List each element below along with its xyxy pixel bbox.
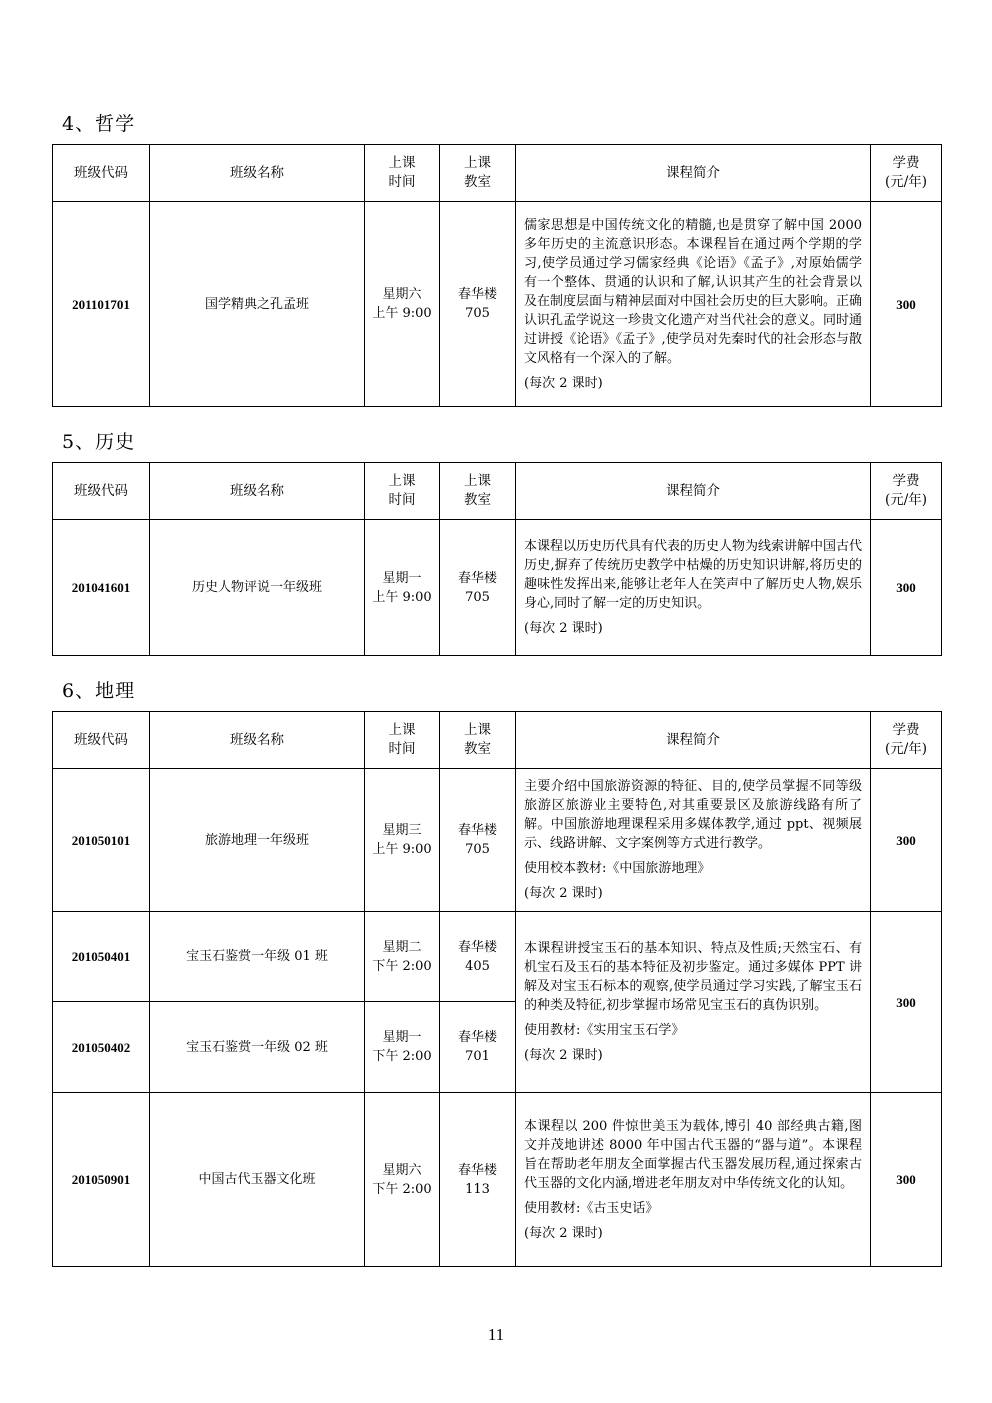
table-row [53, 912, 942, 1002]
class-name: 旅游地理一年级班 [150, 769, 365, 912]
class-name: 历史人物评说一年级班 [150, 520, 365, 656]
course-description: 主要介绍中国旅游资源的特征、目的,使学员掌握不同等级旅游区旅游业主要特色,对其重要景区及旅游线路有所了解。中国旅游地理课程采用多媒体教学,通过 ppt、视频展示、线路讲解、文字案例等方式进行教学。 使用校本教材:《中国旅游地理》 (每次 2 课时) [516, 769, 871, 912]
class-code: 201050401 [53, 912, 150, 1002]
course-description: 本课程讲授宝玉石的基本知识、特点及性质;天然宝石、有机宝石及玉石的基本特征及初步鉴定。通过多媒体 PPT 讲解及对宝玉石标本的观察,使学员通过学习实践,了解宝玉石的种类及特征,初步掌握市场常见宝玉石的真伪识别。 使用教材:《实用宝玉石学》 (每次 2 课时) [516, 912, 871, 1093]
class-code: 201041601 [53, 520, 150, 656]
tuition-fee: 300 [871, 202, 942, 407]
class-time: 星期一 下午 2:00 [365, 1002, 440, 1093]
header-course-description: 课程简介 [516, 463, 871, 520]
class-name: 中国古代玉器文化班 [150, 1093, 365, 1267]
class-time: 星期二 下午 2:00 [365, 912, 440, 1002]
course-table-geography [52, 711, 942, 1267]
tuition-fee: 300 [871, 769, 942, 912]
class-name: 宝玉石鉴赏一年级 02 班 [150, 1002, 365, 1093]
class-code: 201050901 [53, 1093, 150, 1267]
classroom: 春华楼 705 [440, 769, 516, 912]
classroom: 春华楼 705 [440, 202, 516, 407]
table-header-row [53, 145, 942, 202]
header-class-name: 班级名称 [150, 145, 365, 202]
course-description: 本课程以 200 件惊世美玉为载体,博引 40 部经典古籍,图文并茂地讲述 8000 年中国古代玉器的“器与道”。本课程旨在帮助老年朋友全面掌握古代玉器发展历程,通过探索古代玉器的文化内涵,增进老年朋友对中华传统文化的认知。 使用教材:《古玉史话》 (每次 2 课时) [516, 1093, 871, 1267]
tuition-fee: 300 [871, 1093, 942, 1267]
classroom: 春华楼 405 [440, 912, 516, 1002]
section-title-geography: 6、地理 [62, 680, 136, 702]
classroom: 春华楼 113 [440, 1093, 516, 1267]
class-time: 星期六 下午 2:00 [365, 1093, 440, 1267]
header-tuition: 学费 (元/年) [871, 463, 942, 520]
class-code: 201101701 [53, 202, 150, 407]
class-time: 星期六 上午 9:00 [365, 202, 440, 407]
table-row [53, 520, 942, 656]
class-name: 国学精典之孔孟班 [150, 202, 365, 407]
class-code: 201050101 [53, 769, 150, 912]
header-classroom: 上课 教室 [440, 145, 516, 202]
course-table-philosophy [52, 144, 942, 407]
header-tuition: 学费 (元/年) [871, 712, 942, 769]
classroom: 春华楼 701 [440, 1002, 516, 1093]
page-number: 11 [487, 1325, 505, 1344]
section-title-history: 5、历史 [62, 431, 136, 453]
header-tuition: 学费 (元/年) [871, 145, 942, 202]
course-description: 儒家思想是中国传统文化的精髓,也是贯穿了解中国 2000 多年历史的主流意识形态。本课程旨在通过两个学期的学习,使学员通过学习儒家经典《论语》《孟子》,对原始儒学有一个整体、贯通的认识和了解,认识其产生的社会背景以及在制度层面与精神层面对中国社会历史的巨大影响。正确认识孔孟学说这一珍贵文化遗产对当代社会的意义。同时通过讲授《论语》《孟子》,使学员对先秦时代的社会形态与散文风格有一个深入的了解。 (每次 2 课时) [516, 202, 871, 407]
section-title-philosophy: 4、哲学 [62, 113, 136, 135]
course-description: 本课程以历史历代具有代表的历史人物为线索讲解中国古代历史,摒弃了传统历史教学中枯燥的历史知识讲解,将历史的趣味性发挥出来,能够让老年人在笑声中了解历史人物,娱乐身心,同时了解一定的历史知识。 (每次 2 课时) [516, 520, 871, 656]
header-class-time: 上课 时间 [365, 463, 440, 520]
class-name: 宝玉石鉴赏一年级 01 班 [150, 912, 365, 1002]
header-class-name: 班级名称 [150, 712, 365, 769]
header-classroom: 上课 教室 [440, 463, 516, 520]
table-row [53, 769, 942, 912]
table-header-row [53, 463, 942, 520]
tuition-fee: 300 [871, 912, 942, 1093]
table-row [53, 202, 942, 407]
tuition-fee: 300 [871, 520, 942, 656]
header-course-description: 课程简介 [516, 712, 871, 769]
class-time: 星期三 上午 9:00 [365, 769, 440, 912]
course-table-history [52, 462, 942, 656]
header-class-code: 班级代码 [53, 712, 150, 769]
class-time: 星期一 上午 9:00 [365, 520, 440, 656]
table-row [53, 1093, 942, 1267]
header-class-code: 班级代码 [53, 145, 150, 202]
header-class-name: 班级名称 [150, 463, 365, 520]
header-class-code: 班级代码 [53, 463, 150, 520]
table-header-row [53, 712, 942, 769]
header-classroom: 上课 教室 [440, 712, 516, 769]
header-class-time: 上课 时间 [365, 712, 440, 769]
classroom: 春华楼 705 [440, 520, 516, 656]
header-course-description: 课程简介 [516, 145, 871, 202]
class-code: 201050402 [53, 1002, 150, 1093]
header-class-time: 上课 时间 [365, 145, 440, 202]
